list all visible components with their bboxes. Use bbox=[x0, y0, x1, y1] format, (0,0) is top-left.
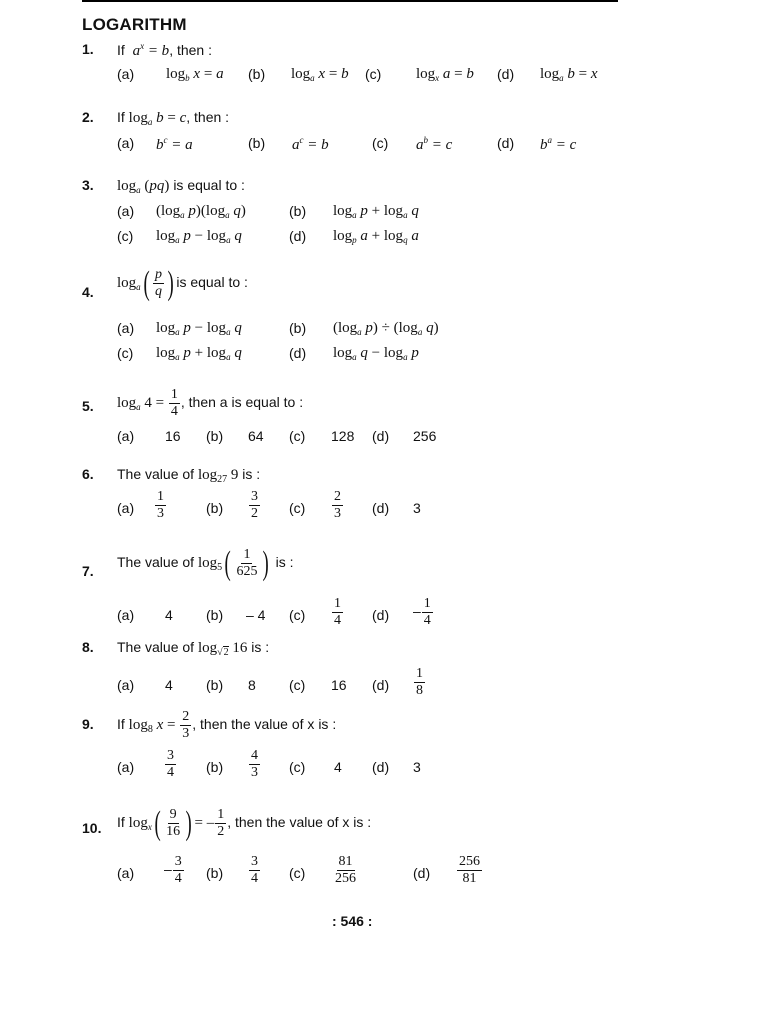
question-number: 4. bbox=[82, 284, 94, 300]
question-number: 6. bbox=[82, 466, 94, 482]
question-stem: If $\log_8 x$ = $\frac{2}{3}$ , then the value of x is : bbox=[117, 709, 337, 741]
option-label-d: (d) bbox=[289, 345, 307, 361]
option-b: $\frac{4}{3}$ bbox=[251, 748, 258, 780]
question-number: 10. bbox=[82, 820, 102, 836]
option-label-a: (a) bbox=[117, 607, 135, 623]
option-c: $\frac{2}{3}$ bbox=[334, 489, 341, 521]
option-label-c: (c) bbox=[117, 228, 134, 244]
option-d: 3 bbox=[413, 759, 421, 775]
option-label-c: (c) bbox=[372, 135, 389, 151]
option-a: 16 bbox=[165, 428, 181, 444]
question-stem: $\log_a$( $\frac{p}{q}$ ) is equal to : bbox=[117, 264, 248, 302]
option-label-d: (d) bbox=[372, 500, 390, 516]
option-d: $\log_a b = x$ bbox=[540, 66, 598, 83]
option-b: $\log_a x = b$ bbox=[291, 66, 349, 83]
question-number: 1. bbox=[82, 41, 94, 57]
option-b: 8 bbox=[248, 677, 256, 693]
option-label-c: (c) bbox=[289, 500, 306, 516]
option-a: – $\frac{3}{4}$ bbox=[164, 854, 182, 886]
question-stem: If $a^x = b$, then : bbox=[117, 41, 212, 59]
option-label-c: (c) bbox=[289, 428, 306, 444]
option-c: $\log_a p - \log_a q$ bbox=[156, 228, 242, 245]
option-label-c: (c) bbox=[289, 607, 306, 623]
question-stem: The value of $\log_{√2} 16$ is : bbox=[117, 639, 270, 658]
question-number: 8. bbox=[82, 639, 94, 655]
option-a: $\frac{3}{4}$ bbox=[167, 748, 174, 780]
option-c: 16 bbox=[331, 677, 347, 693]
option-d: – $\frac{1}{4}$ bbox=[413, 596, 431, 628]
option-b: $\frac{3}{4}$ bbox=[251, 854, 258, 886]
option-label-b: (b) bbox=[206, 428, 224, 444]
option-label-a: (a) bbox=[117, 66, 135, 82]
option-label-b: (b) bbox=[206, 677, 224, 693]
option-c: $\log_a p + \log_a q$ bbox=[156, 345, 242, 362]
option-a: 4 bbox=[165, 607, 173, 623]
option-b: 64 bbox=[248, 428, 264, 444]
option-b: $a^c = b$ bbox=[292, 135, 329, 153]
option-d: $b^a = c$ bbox=[540, 135, 577, 153]
option-label-d: (d) bbox=[372, 759, 390, 775]
option-d: $\frac{1}{8}$ bbox=[416, 666, 423, 698]
option-c: $\log_x a = b$ bbox=[416, 66, 474, 83]
question-number: 2. bbox=[82, 109, 94, 125]
option-label-d: (d) bbox=[372, 677, 390, 693]
option-label-c: (c) bbox=[365, 66, 382, 82]
question-stem: If $\log_x$( $\frac{9}{16}$ ) = – $\frac{1}{2}$ , then the value of x is : bbox=[117, 804, 372, 842]
option-b: – 4 bbox=[246, 607, 266, 623]
option-label-a: (a) bbox=[117, 203, 135, 219]
option-b: $\log_a p + \log_a q$ bbox=[333, 203, 419, 220]
page-number: : 546 : bbox=[332, 913, 373, 929]
question-stem: The value of $\log_{27} 9$ is : bbox=[117, 466, 261, 485]
option-label-b: (b) bbox=[206, 759, 224, 775]
option-a: $\frac{1}{3}$ bbox=[157, 489, 164, 521]
option-label-b: (b) bbox=[206, 607, 224, 623]
option-label-a: (a) bbox=[117, 677, 135, 693]
option-label-a: (a) bbox=[117, 865, 135, 881]
option-label-c: (c) bbox=[289, 865, 306, 881]
question-number: 5. bbox=[82, 398, 94, 414]
option-c: $\frac{1}{4}$ bbox=[334, 596, 341, 628]
option-label-b: (b) bbox=[248, 135, 266, 151]
page-title: LOGARITHM bbox=[82, 15, 187, 34]
option-a: $\log_b x = a$ bbox=[166, 66, 224, 83]
option-label-b: (b) bbox=[206, 865, 224, 881]
option-label-a: (a) bbox=[117, 135, 135, 151]
question-stem: $\log_a (pq)$ is equal to : bbox=[117, 177, 245, 195]
option-label-d: (d) bbox=[372, 428, 390, 444]
option-label-d: (d) bbox=[497, 66, 515, 82]
question-stem: The value of $\log_5$( $\frac{1}{625}$ ) is : bbox=[117, 544, 294, 582]
option-label-a: (a) bbox=[117, 500, 135, 516]
option-label-b: (b) bbox=[248, 66, 266, 82]
option-label-b: (b) bbox=[206, 500, 224, 516]
option-label-b: (b) bbox=[289, 203, 307, 219]
option-a: ($\log_a$ $p)(\log_a$ q) bbox=[156, 203, 246, 220]
option-label-d: (d) bbox=[413, 865, 431, 881]
option-label-c: (c) bbox=[289, 759, 306, 775]
option-label-d: (d) bbox=[497, 135, 515, 151]
option-label-d: (d) bbox=[372, 607, 390, 623]
option-label-c: (c) bbox=[117, 345, 134, 361]
option-c: 128 bbox=[331, 428, 355, 444]
option-a: $b^c = a$ bbox=[156, 135, 193, 153]
option-a: $\log_a p - \log_a q$ bbox=[156, 320, 242, 337]
option-a: 4 bbox=[165, 677, 173, 693]
question-stem: $\log_a 4$ = $\frac{1}{4}$ , then a is equal to : bbox=[117, 387, 304, 419]
option-c: 4 bbox=[334, 759, 342, 775]
option-label-c: (c) bbox=[289, 677, 306, 693]
option-label-b: (b) bbox=[289, 320, 307, 336]
option-label-d: (d) bbox=[289, 228, 307, 244]
question-number: 9. bbox=[82, 716, 94, 732]
option-d: 256 bbox=[413, 428, 437, 444]
option-d: $\log_p a + \log_q a$ bbox=[333, 228, 419, 245]
option-c: $\frac{81}{256}$ bbox=[335, 854, 356, 886]
option-b: $\frac{3}{2}$ bbox=[251, 489, 258, 521]
question-stem: If $\log_a b = c$, then : bbox=[117, 109, 230, 127]
option-label-a: (a) bbox=[117, 320, 135, 336]
top-rule bbox=[82, 0, 618, 2]
option-label-a: (a) bbox=[117, 428, 135, 444]
option-d: $\log_a q - \log_a p$ bbox=[333, 345, 419, 362]
option-d: 3 bbox=[413, 500, 421, 516]
option-c: $a^b = c$ bbox=[416, 135, 453, 153]
question-number: 3. bbox=[82, 177, 94, 193]
option-label-a: (a) bbox=[117, 759, 135, 775]
option-d: $\frac{256}{81}$ bbox=[459, 854, 480, 886]
question-number: 7. bbox=[82, 563, 94, 579]
option-b: ($\log_a$ $p) \div (\log_a$ q) bbox=[333, 320, 439, 337]
